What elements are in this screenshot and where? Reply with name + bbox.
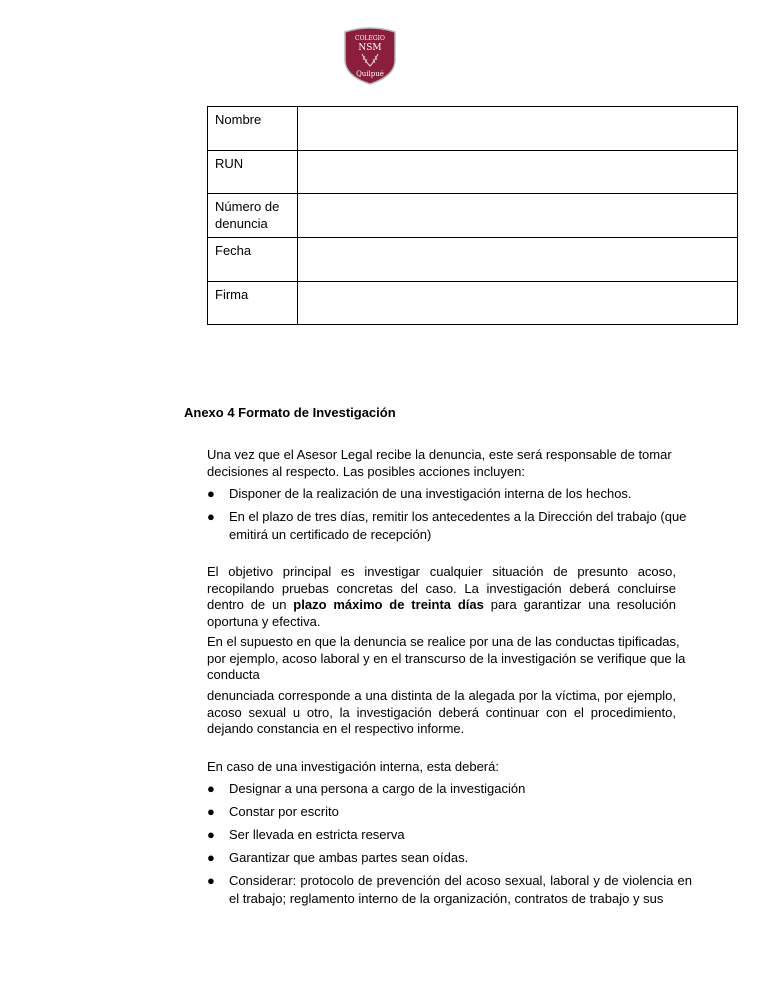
form-value-field[interactable] — [298, 151, 738, 194]
form-label: Nombre — [208, 107, 298, 151]
list-item: ● Designar a una persona a cargo de la investigación — [207, 781, 526, 796]
supuesto-paragraph-1: En el supuesto en que la denuncia se realice por una de las conductas tipificadas, por ejemplo, acoso laboral y en el transcurso de la investigación se verifique que la conducta — [207, 634, 686, 682]
form-value-field[interactable] — [298, 107, 738, 151]
form-row-nombre — [208, 107, 738, 151]
list-item: ● En el plazo de tres días, remitir los antecedentes a la Dirección del trabajo (que emitirá un certificado de recepción) — [207, 509, 687, 542]
form-value-field[interactable] — [298, 238, 738, 282]
bullet-icon: ● — [207, 486, 215, 501]
bullet-icon: ● — [207, 827, 215, 842]
list-item: ● Disponer de la realización de una investigación interna de los hechos. — [207, 486, 632, 501]
form-value-field[interactable] — [298, 282, 738, 325]
bullet-icon: ● — [207, 850, 215, 865]
svg-text:COLEGIO: COLEGIO — [355, 35, 385, 42]
bullet-icon: ● — [207, 781, 215, 796]
internal-intro: En caso de una investigación interna, esta deberá: — [207, 759, 499, 774]
school-crest-logo — [341, 26, 399, 86]
form-row-fecha — [208, 238, 738, 282]
supuesto-paragraph-2: denunciada corresponde a una distinta de la alegada por la víctima, por ejemplo, acoso sexual u otro, la investigación deberá continuar con el procedimiento, dejando constancia en el respectivo informe. — [207, 688, 676, 736]
actions-list — [207, 485, 697, 544]
form-row-firma — [208, 282, 738, 325]
svg-text:Quilpué: Quilpué — [356, 70, 384, 78]
form-value-field[interactable] — [298, 194, 738, 238]
form-label: Fecha — [208, 238, 298, 282]
intro-paragraph: Una vez que el Asesor Legal recibe la denuncia, este será responsable de tomar decisiones al respecto. Las posibles acciones incluyen: — [207, 447, 672, 479]
internal-requirements-list — [207, 780, 692, 908]
form-label: Firma — [208, 282, 298, 325]
form-row-numero-denuncia — [208, 194, 738, 238]
bullet-icon: ● — [207, 804, 215, 819]
objective-paragraph: El objetivo principal es investigar cualquier situación de presunto acoso, recopilando pruebas concretas del caso. La investigación deberá concluirse dentro de un plazo máximo de treinta días para garantizar una resolución oportuna y efectiva. — [207, 564, 676, 629]
bullet-icon: ● — [207, 509, 215, 524]
svg-text:NSM: NSM — [358, 43, 382, 53]
form-label: RUN — [208, 151, 298, 194]
list-item: ● Garantizar que ambas partes sean oídas. — [207, 850, 469, 865]
section-title: Anexo 4 Formato de Investigación — [184, 405, 396, 420]
denuncia-form-table — [207, 106, 738, 325]
list-item: ● Ser llevada en estricta reserva — [207, 827, 405, 842]
bullet-icon: ● — [207, 873, 215, 888]
deadline-emphasis: plazo máximo de treinta días — [293, 597, 484, 612]
form-row-run — [208, 151, 738, 194]
list-item: ● Considerar: protocolo de prevención del acoso sexual, laboral y de violencia en el trabajo; reglamento interno de la organización, contratos de trabajo y sus — [207, 873, 692, 906]
list-item: ● Constar por escrito — [207, 804, 339, 819]
form-label: Número de denuncia — [208, 194, 298, 238]
